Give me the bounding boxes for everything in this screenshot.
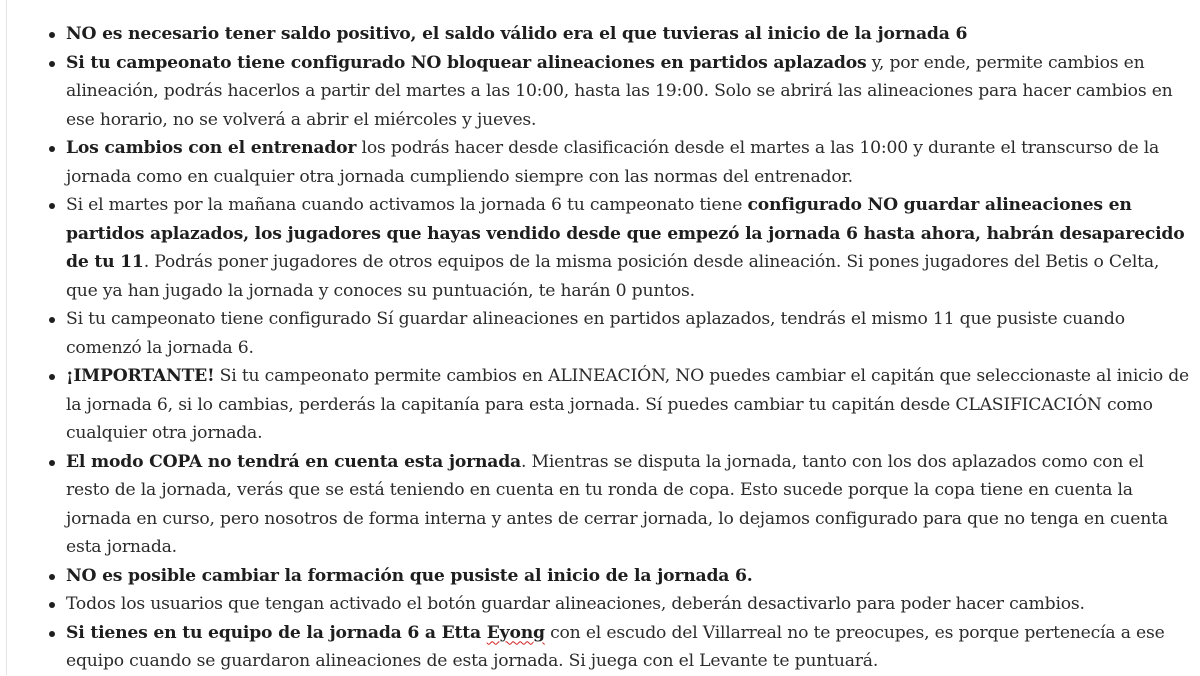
spellcheck-word: Eyong (486, 622, 545, 643)
list-item (0, 619, 1200, 676)
bold-text: ¡IMPORTANTE! (66, 366, 215, 386)
list-item (0, 134, 1200, 191)
bold-text: Los cambios con el entrenador (66, 138, 357, 158)
bold-text: NO es posible cambiar la formación que pusiste al inicio de la jornada 6. (66, 565, 753, 586)
list-item (0, 562, 1200, 591)
body-text: . Podrás poner jugadores de otros equipos de la misma posición desde alineación. Si pones jugadores del Betis o Celta, que ya han jugado la jornada y conoces su puntuación, te harán 0 puntos. (66, 252, 1160, 301)
bold-text: NO es necesario tener saldo positivo, el saldo válido era el que tuvieras al inicio de la jornada 6 (66, 24, 968, 44)
list-item (0, 305, 1200, 362)
body-text: Todos los usuarios que tengan activado el botón guardar alineaciones, deberán desactivarlo para poder hacer cambios. (66, 594, 1085, 614)
bold-text: Si tu campeonato tiene configurado NO bloquear alineaciones en partidos aplazados (66, 52, 867, 73)
body-text: Si el martes por la mañana cuando activamos la jornada 6 tu campeonato tiene (66, 195, 748, 215)
list-item (0, 20, 1200, 49)
list-item (0, 191, 1200, 305)
list-item (0, 448, 1200, 562)
body-text: con el escudo del Villarreal no te preocupes, es porque pertenecía a ese equipo cuando se guardaron alineaciones de esta jornada. Si juega con el Levante te puntuará. (66, 622, 1165, 671)
bold-text: El modo COPA no tendrá en cuenta esta jornada (66, 451, 521, 472)
bold-text: configurado NO guardar alineaciones en partidos aplazados, los jugadores que hayas vendido desde que empezó la jornada 6 hasta ahora, habrán desaparecido de tu 11 (66, 195, 1185, 272)
bullet-list (0, 20, 1200, 676)
list-item (0, 49, 1200, 135)
list-item (0, 362, 1200, 448)
list-item (0, 590, 1200, 619)
body-text: los podrás hacer desde clasificación desde el martes a las 10:00 y durante el transcurso de la jornada como en cualquier otra jornada cumpliendo siempre con las normas del entrenador. (66, 138, 1160, 187)
body-text: Si tu campeonato permite cambios en ALINEACIÓN, NO puedes cambiar el capitán que seleccionaste al inicio de la jornada 6, si lo cambias, perderás la capitanía para esta jornada. Sí puedes cambiar tu capitán desde CLASIFICACIÓN como cualquier otra jornada. (66, 366, 1190, 443)
body-text: y, por ende, permite cambios en alineación, podrás hacerlos a partir del martes a las 10:00, hasta las 19:00. Solo se abrirá las alineaciones para hacer cambios en ese horario, no se volverá a abrir el miércoles y jueves. (66, 52, 1173, 130)
body-text: . Mientras se disputa la jornada, tanto con los dos aplazados como con el resto de la jornada, verás que se está teniendo en cuenta en tu ronda de copa. Esto sucede porque la copa tiene en cuenta la jornada en curso, pero nosotros de forma interna y antes de cerrar jornada, lo dejamos configurado para que no tenga en cuenta esta jornada. (66, 451, 1168, 557)
bold-text: Si tienes en tu equipo de la jornada 6 a Etta (66, 622, 487, 643)
article-body (0, 20, 1200, 676)
body-text: Si tu campeonato tiene configurado Sí guardar alineaciones en partidos aplazados, tendrás el mismo 11 que pusiste cuando comenzó la jornada 6. (66, 309, 1125, 358)
